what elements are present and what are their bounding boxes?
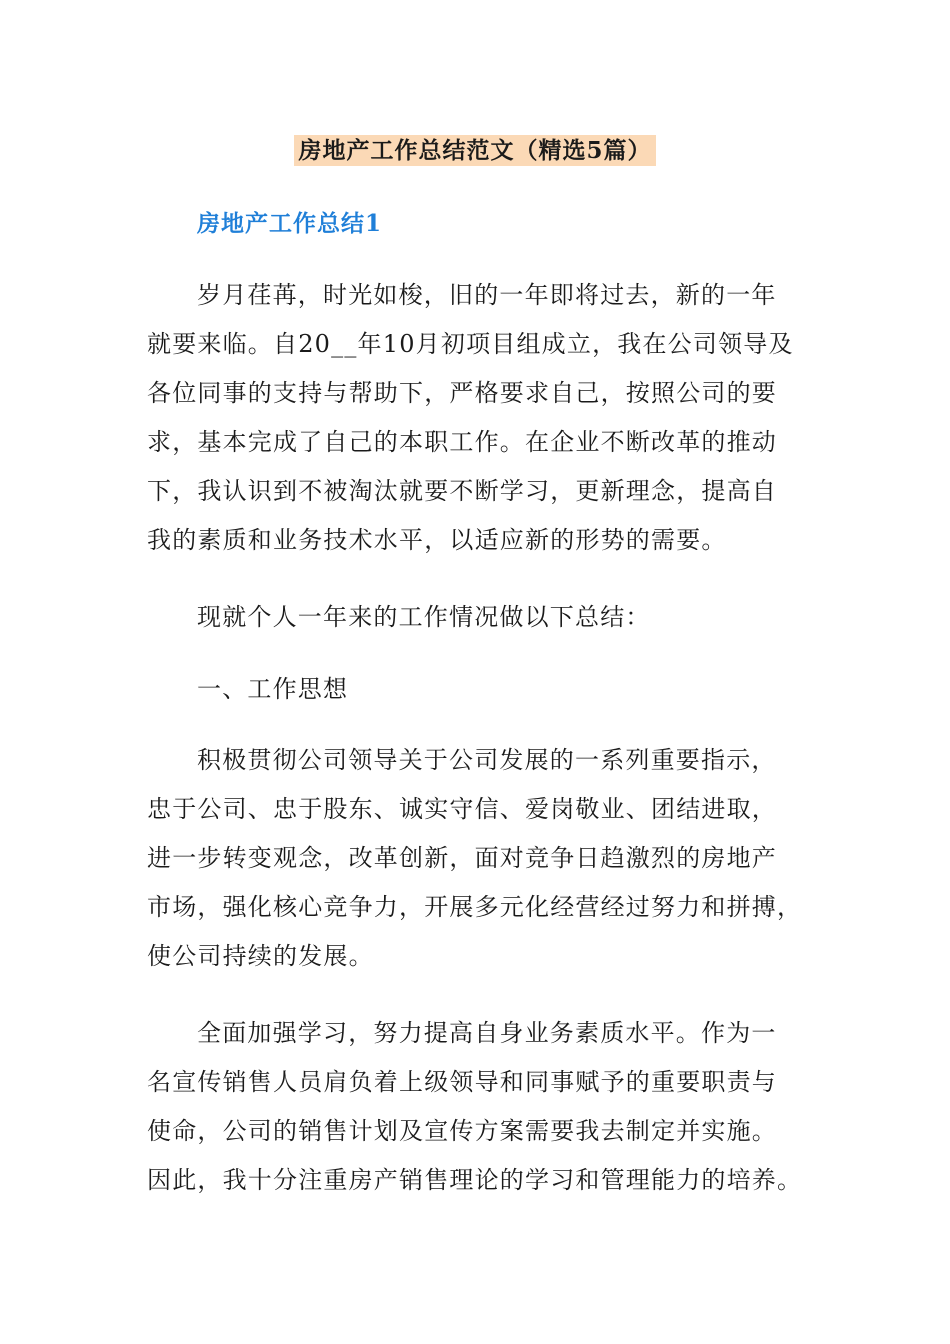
paragraph-line: 现就个人一年来的工作情况做以下总结： [197,603,651,631]
paragraph-3 [147,736,807,981]
paragraph-line: 岁月荏苒，时光如梭，旧的一年即将过去，新的一年 [197,281,777,309]
section-heading: 房地产工作总结1 [197,210,383,237]
paragraph-4 [147,1009,807,1205]
subheading-work-thought [147,665,807,714]
paragraph-line: 使命，公司的销售计划及宣传方案需要我去制定并实施。 [147,1117,777,1145]
paragraph-line: 积极贯彻公司领导关于公司发展的一系列重要指示， [197,746,777,774]
document-title-text: 房地产工作总结范文（精选5篇） [294,135,655,166]
paragraph-line: 我的素质和业务技术水平，以适应新的形势的需要。 [147,526,727,554]
paragraph-line: 忠于公司、忠于股东、诚实守信、爱岗敬业、团结进取， [147,795,777,823]
subheading-text: 一、工作思想 [197,675,349,703]
paragraph-line: 名宣传销售人员肩负着上级领导和同事赋予的重要职责与 [147,1068,777,1096]
paragraph-line: 全面加强学习，努力提高自身业务素质水平。作为一 [197,1019,777,1047]
paragraph-line: 就要来临。自20__年10月初项目组成立，我在公司领导及 [147,330,794,358]
paragraph-line: 下，我认识到不被淘汰就要不断学习，更新理念，提高自 [147,477,777,505]
paragraph-line: 各位同事的支持与帮助下，严格要求自己，按照公司的要 [147,379,777,407]
paragraph-line: 使公司持续的发展。 [147,942,374,970]
paragraph-line: 因此，我十分注重房产销售理论的学习和管理能力的培养。 [147,1166,803,1194]
paragraph-line: 求，基本完成了自己的本职工作。在企业不断改革的推动 [147,428,777,456]
paragraph-line: 进一步转变观念，改革创新，面对竞争日趋激烈的房地产 [147,844,777,872]
paragraph-2 [147,593,807,642]
document-title [0,133,950,169]
paragraph-line: 市场，强化核心竞争力，开展多元化经营经过努力和拼搏， [147,893,803,921]
paragraph-1 [147,271,807,565]
